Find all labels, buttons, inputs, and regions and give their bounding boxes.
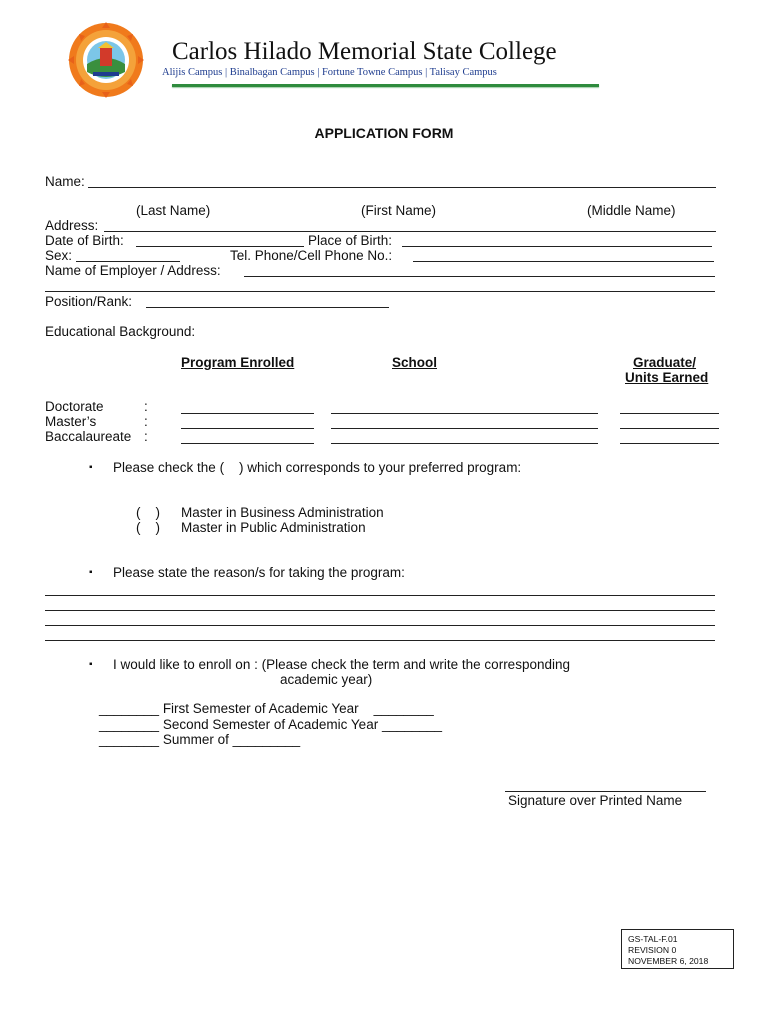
baccalaureate-colon: :	[144, 429, 148, 444]
name-label: Name:	[45, 174, 85, 189]
address-label: Address:	[45, 218, 99, 233]
check-prompt: Please check the ( ) which corresponds to your preferred program:	[113, 460, 522, 475]
college-seal-logo	[60, 22, 152, 98]
reason-line-1[interactable]	[45, 595, 715, 596]
document-control-box	[621, 929, 734, 969]
sex-field[interactable]	[76, 261, 180, 262]
reason-line-2[interactable]	[45, 610, 715, 611]
enroll-prompt-continued: academic year)	[280, 672, 373, 687]
position-label: Position/Rank:	[45, 294, 133, 309]
first-semester-option[interactable]: ________ First Semester of Academic Year ________	[99, 701, 434, 716]
masters-units-field[interactable]	[620, 428, 719, 429]
employer-field[interactable]	[244, 276, 715, 277]
campus-list: Alijis Campus | Binalbagan Campus | Fortune Towne Campus | Talisay Campus	[162, 67, 497, 78]
doctorate-units-field[interactable]	[620, 413, 719, 414]
position-field[interactable]	[146, 307, 389, 308]
baccalaureate-school-field[interactable]	[331, 443, 598, 444]
revision-date: NOVEMBER 6, 2018	[628, 956, 709, 966]
baccalaureate-label: Baccalaureate	[45, 429, 132, 444]
second-semester-option[interactable]: ________ Second Semester of Academic Year ________	[99, 717, 443, 732]
doctorate-label: Doctorate	[45, 399, 104, 414]
phone-field[interactable]	[413, 261, 714, 262]
masters-program-field[interactable]	[181, 428, 314, 429]
mpa-checkbox[interactable]: ( )	[136, 520, 160, 535]
reason-prompt: Please state the reason/s for taking the program:	[113, 565, 405, 580]
pob-label: Place of Birth:	[308, 233, 393, 248]
form-code: GS-TAL-F.01	[628, 934, 678, 944]
school-header: School	[392, 355, 438, 370]
name-field[interactable]	[88, 187, 716, 188]
bullet-icon: ▪	[89, 659, 93, 670]
bullet-icon: ▪	[89, 462, 93, 473]
masters-label: Master’s	[45, 414, 97, 429]
dob-field[interactable]	[136, 246, 304, 247]
employer-label: Name of Employer / Address:	[45, 263, 221, 278]
employer-field-line-2[interactable]	[45, 291, 715, 292]
sex-label: Sex:	[45, 248, 73, 263]
dob-label: Date of Birth:	[45, 233, 124, 248]
summer-option[interactable]: ________ Summer of _________	[99, 732, 301, 747]
program-enrolled-header: Program Enrolled	[181, 355, 295, 370]
doctorate-program-field[interactable]	[181, 413, 314, 414]
baccalaureate-units-field[interactable]	[620, 443, 719, 444]
revision-number: REVISION 0	[628, 945, 677, 955]
doctorate-school-field[interactable]	[331, 413, 598, 414]
mba-label: Master in Business Administration	[181, 505, 384, 520]
header-divider	[172, 84, 599, 87]
bullet-icon: ▪	[89, 567, 93, 578]
middle-name-caption: (Middle Name)	[587, 203, 676, 218]
first-name-caption: (First Name)	[361, 203, 436, 218]
pob-field[interactable]	[402, 246, 712, 247]
address-field[interactable]	[104, 231, 716, 232]
reason-line-4[interactable]	[45, 640, 715, 641]
enroll-prompt: I would like to enroll on : (Please check the term and write the corresponding	[113, 657, 570, 672]
doctorate-colon: :	[144, 399, 148, 414]
masters-colon: :	[144, 414, 148, 429]
mba-checkbox[interactable]: ( )	[136, 505, 160, 520]
masters-school-field[interactable]	[331, 428, 598, 429]
units-earned-header: Units Earned	[625, 370, 709, 385]
last-name-caption: (Last Name)	[136, 203, 211, 218]
reason-line-3[interactable]	[45, 625, 715, 626]
signature-line[interactable]	[505, 791, 706, 792]
education-label: Educational Background:	[45, 324, 196, 339]
mpa-label: Master in Public Administration	[181, 520, 366, 535]
baccalaureate-program-field[interactable]	[181, 443, 314, 444]
signature-label: Signature over Printed Name	[508, 793, 683, 808]
graduate-header: Graduate/	[633, 355, 697, 370]
form-title: APPLICATION FORM	[314, 125, 454, 141]
college-name: Carlos Hilado Memorial State College	[172, 38, 557, 65]
phone-label: Tel. Phone/Cell Phone No.:	[230, 248, 393, 263]
